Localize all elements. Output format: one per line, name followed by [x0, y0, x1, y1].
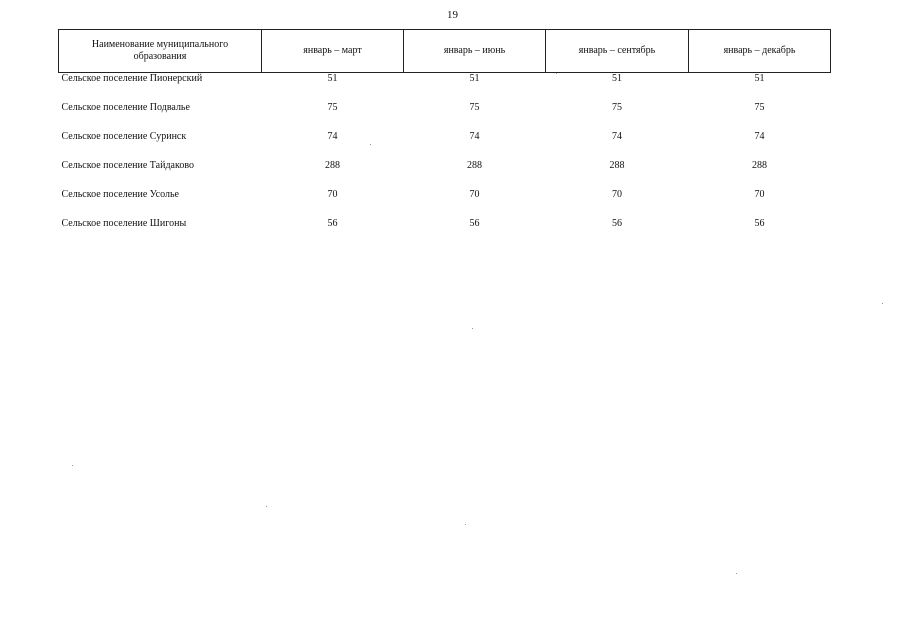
cell-jan-jun: 75 [469, 102, 480, 113]
table-body [59, 73, 831, 248]
cell-jan-jun: 288 [467, 160, 482, 171]
cell-jan-dec: 56 [754, 218, 765, 229]
cell-jan-dec: 70 [754, 189, 765, 200]
scan-speck [736, 573, 737, 574]
table-row [59, 73, 831, 103]
scan-speck [882, 303, 883, 304]
table-header [59, 30, 831, 73]
data-table [58, 29, 831, 247]
row-name: Сельское поселение Усолье [61, 189, 179, 200]
cell-jan-sep: 75 [612, 102, 622, 113]
cell-jan-mar: 56 [327, 218, 338, 229]
scan-speck [370, 144, 371, 145]
header-row [59, 30, 831, 73]
cell-jan-sep: 70 [612, 189, 622, 200]
table-row [59, 131, 831, 160]
scan-speck [472, 328, 473, 329]
cell-jan-jun: 56 [469, 218, 480, 229]
row-name: Сельское поселение Подвалье [61, 102, 190, 113]
scan-speck [72, 465, 73, 466]
table-row [59, 218, 831, 247]
cell-jan-dec: 75 [754, 102, 765, 113]
row-name: Сельское поселение Шигоны [61, 218, 187, 229]
cell-jan-mar: 74 [327, 131, 338, 142]
cell-jan-sep: 51 [612, 73, 622, 84]
cell-jan-mar: 51 [327, 73, 338, 84]
table-row [59, 102, 831, 131]
header-jan-mar: январь – март [262, 30, 404, 73]
table-row [59, 160, 831, 189]
page-number: 19 [447, 9, 458, 21]
cell-jan-dec: 51 [754, 73, 765, 84]
cell-jan-sep: 74 [612, 131, 622, 142]
cell-jan-dec: 288 [752, 160, 767, 171]
header-municipality: Наименование муниципального образования [59, 30, 262, 73]
table-row [59, 189, 831, 218]
cell-jan-mar: 288 [325, 160, 340, 171]
scan-speck [266, 506, 267, 507]
cell-jan-dec: 74 [754, 131, 765, 142]
header-jan-dec: январь – декабрь [689, 30, 831, 73]
cell-jan-mar: 75 [327, 102, 338, 113]
cell-jan-jun: 51 [469, 73, 480, 84]
row-name: Сельское поселение Суринск [61, 131, 187, 142]
cell-jan-sep: 288 [609, 160, 625, 171]
header-jan-sep: январь – сентябрь [546, 30, 689, 73]
scan-speck [465, 524, 466, 525]
header-jan-jun: январь – июнь [404, 30, 546, 73]
scan-speck [556, 73, 557, 74]
cell-jan-mar: 70 [327, 189, 338, 200]
row-name: Сельское поселение Тайдаково [61, 160, 194, 171]
cell-jan-jun: 70 [469, 189, 480, 200]
cell-jan-sep: 56 [612, 218, 622, 229]
cell-jan-jun: 74 [469, 131, 480, 142]
row-name: Сельское поселение Пионерский [61, 73, 203, 84]
